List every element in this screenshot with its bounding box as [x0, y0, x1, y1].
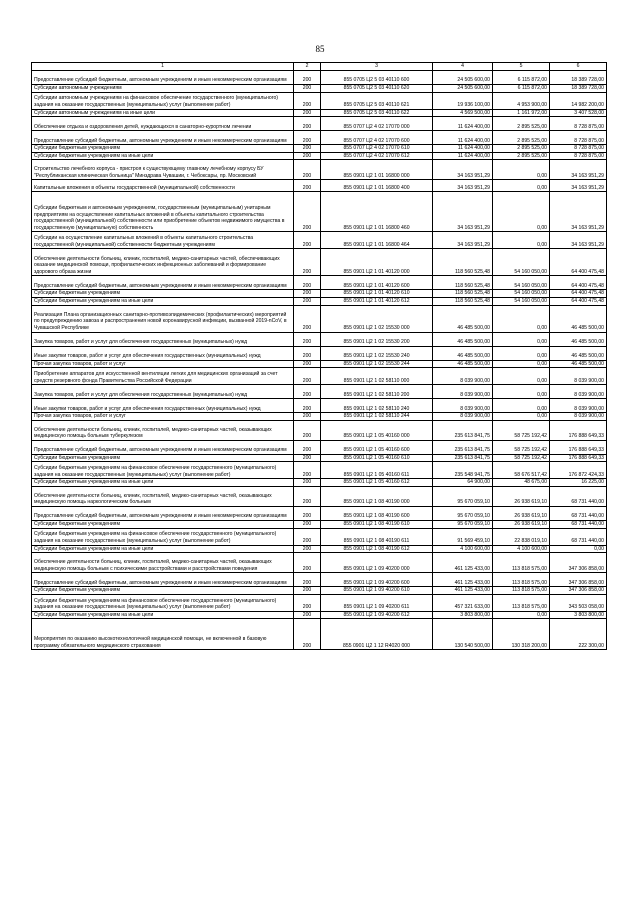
table-row [32, 368, 607, 385]
row-name: Субсидии автономным учреждениям [32, 85, 294, 93]
table-row [32, 385, 607, 399]
row-name: Предоставление субсидий бюджетным, автономным учреждениям и иным некоммерческим организациям [32, 506, 294, 520]
table-row [32, 573, 607, 587]
row-grbs: 200 [294, 117, 321, 131]
row-amount-col5: 0,00 [493, 413, 550, 421]
row-amount-col4: 46 485 500,00 [433, 360, 493, 368]
header-col-3: 3 [321, 63, 433, 71]
row-grbs: 200 [294, 346, 321, 360]
row-amount-col5: 1 161 972,00 [493, 109, 550, 117]
row-name: Субсидии бюджетным учреждениям [32, 520, 294, 528]
row-amount-col5: 26 938 619,10 [493, 486, 550, 506]
table-row [32, 117, 607, 131]
row-amount-col4: 24 505 600,00 [433, 71, 493, 85]
row-name: Субсидии бюджетным учреждениям на иные цели [32, 545, 294, 553]
row-grbs: 200 [294, 276, 321, 290]
row-grbs: 200 [294, 180, 321, 192]
table-header-row [32, 63, 607, 71]
row-name: Капитальные вложения в объекты государственной (муниципальной) собственности [32, 180, 294, 192]
table-row [32, 553, 607, 573]
row-amount-col4: 118 560 525,48 [433, 297, 493, 305]
row-amount-col4: 461 125 433,00 [433, 553, 493, 573]
table-row [32, 587, 607, 595]
row-amount-col6: 68 731 440,00 [550, 506, 607, 520]
row-amount-col5: 130 318 200,00 [493, 619, 550, 650]
row-code: 855 0901 Ц2 1 09 40200 000 [321, 553, 433, 573]
table-row [32, 92, 607, 109]
row-amount-col4: 8 039 900,00 [433, 368, 493, 385]
row-amount-col6: 0,00 [550, 545, 607, 553]
row-amount-col4: 235 613 841,75 [433, 440, 493, 454]
row-name: Субсидии автономным учреждениям на финансовое обеспечение государственного (муниципального) задания на оказание государственных (муниципальных) услуг (выполнение работ) [32, 92, 294, 109]
row-amount-col4: 461 125 433,00 [433, 587, 493, 595]
row-amount-col4: 95 670 059,10 [433, 520, 493, 528]
row-amount-col4: 118 560 525,48 [433, 249, 493, 276]
row-amount-col4: 8 039 900,00 [433, 385, 493, 399]
row-name: Прочая закупка товаров, работ и услуг [32, 360, 294, 368]
row-amount-col4: 457 321 633,00 [433, 594, 493, 611]
row-amount-col4: 64 900,00 [433, 479, 493, 487]
table-row [32, 297, 607, 305]
row-amount-col6: 34 163 951,29 [550, 180, 607, 192]
row-amount-col5: 113 818 575,00 [493, 587, 550, 595]
row-amount-col6: 3 803 800,00 [550, 611, 607, 619]
row-amount-col4: 235 613 841,75 [433, 454, 493, 462]
table-row [32, 85, 607, 93]
row-grbs: 200 [294, 145, 321, 153]
row-code: 855 0901 Ц2 1 02 15530 244 [321, 360, 433, 368]
row-grbs: 200 [294, 290, 321, 298]
row-code: 855 0901 Ц2 1 05 40160 000 [321, 420, 433, 440]
row-code: 855 0901 Ц2 1 09 40200 600 [321, 573, 433, 587]
row-grbs: 200 [294, 462, 321, 479]
row-amount-col6: 16 225,00 [550, 479, 607, 487]
row-amount-col4: 118 560 525,48 [433, 276, 493, 290]
row-amount-col6: 68 731 440,00 [550, 520, 607, 528]
row-amount-col5: 0,00 [493, 360, 550, 368]
table-row [32, 249, 607, 276]
row-amount-col6: 64 400 475,48 [550, 276, 607, 290]
row-name: Субсидии бюджетным учреждениям на финансовое обеспечение государственного (муниципального) задания на оказание государственных (муниципальных) услуг (выполнение работ) [32, 462, 294, 479]
row-amount-col6: 347 306 858,00 [550, 587, 607, 595]
row-name: Предоставление субсидий бюджетным, автономным учреждениям и иным некоммерческим организациям [32, 71, 294, 85]
header-col-6: 6 [550, 63, 607, 71]
row-code: 855 0705 Ц2 5 03 40110 600 [321, 71, 433, 85]
row-grbs: 200 [294, 520, 321, 528]
row-grbs: 200 [294, 297, 321, 305]
row-code: 855 0901 Ц2 1 02 58110 240 [321, 399, 433, 413]
row-amount-col5: 58 725 192,42 [493, 440, 550, 454]
row-amount-col6: 8 039 900,00 [550, 413, 607, 421]
row-amount-col5: 0,00 [493, 399, 550, 413]
row-code: 855 0901 Ц2 1 02 58110 000 [321, 368, 433, 385]
row-code: 855 0901 Ц2 1 01 40120 000 [321, 249, 433, 276]
table-row [32, 152, 607, 160]
row-grbs: 200 [294, 528, 321, 545]
row-amount-col6: 46 485 500,00 [550, 332, 607, 346]
table-row [32, 276, 607, 290]
table-row [32, 440, 607, 454]
row-code: 855 0901 Ц2 1 02 58110 200 [321, 385, 433, 399]
row-amount-col5: 2 895 525,00 [493, 152, 550, 160]
budget-table [31, 62, 607, 650]
row-code: 855 0901 Ц2 1 08 40190 610 [321, 520, 433, 528]
row-grbs: 200 [294, 368, 321, 385]
row-amount-col4: 46 485 500,00 [433, 305, 493, 332]
row-amount-col4: 95 670 059,10 [433, 486, 493, 506]
row-amount-col5: 26 938 619,10 [493, 520, 550, 528]
table-row [32, 594, 607, 611]
row-name: Закупка товаров, работ и услуг для обеспечения государственных (муниципальных) нужд [32, 332, 294, 346]
row-name: Предоставление субсидий бюджетным, автономным учреждениям и иным некоммерческим организациям [32, 440, 294, 454]
row-grbs: 200 [294, 486, 321, 506]
table-row [32, 131, 607, 145]
row-code: 855 0707 Ц2 4 02 17070 000 [321, 117, 433, 131]
row-name: Приобретение аппаратов для искусственной вентиляции легких для медицинских организаций за счет средств резервного фонда Правительства Российской Федерации [32, 368, 294, 385]
row-name: Обеспечение отдыха и оздоровления детей, нуждающихся в санаторно-курортном лечении [32, 117, 294, 131]
row-amount-col6: 46 485 500,00 [550, 360, 607, 368]
row-amount-col5: 6 115 872,00 [493, 85, 550, 93]
row-code: 855 0901 Ц2 1 01 40120 612 [321, 297, 433, 305]
row-amount-col5: 0,00 [493, 305, 550, 332]
row-amount-col6: 343 503 058,00 [550, 594, 607, 611]
row-code: 855 0901 Ц2 1 09 40200 610 [321, 587, 433, 595]
row-amount-col6: 64 400 475,48 [550, 297, 607, 305]
row-amount-col5: 2 895 525,00 [493, 117, 550, 131]
row-name: Субсидии бюджетным и автономным учреждениям, государственным (муниципальным) унитарным предприятиям на осуществление капитальных вложений в объекты капитального строительства государственной (муниципальной) собственности или приобретение объектов недвижимого имущества в государственную (муниципальную) собственность [32, 192, 294, 232]
row-code: 855 0901 Ц2 1 01 40120 610 [321, 290, 433, 298]
row-amount-col5: 58 676 517,42 [493, 462, 550, 479]
row-amount-col5: 4 100 600,00 [493, 545, 550, 553]
row-amount-col5: 0,00 [493, 232, 550, 249]
row-amount-col4: 34 163 951,29 [433, 192, 493, 232]
row-name: Субсидии бюджетным учреждениям [32, 587, 294, 595]
row-amount-col5: 48 675,00 [493, 479, 550, 487]
row-amount-col5: 0,00 [493, 180, 550, 192]
row-amount-col4: 11 624 400,00 [433, 131, 493, 145]
table-row [32, 305, 607, 332]
row-name: Мероприятия по оказанию высокотехнологичной медицинской помощи, не включенной в базовую программу обязательного медицинского страхования [32, 619, 294, 650]
row-name: Субсидии бюджетным учреждениям [32, 454, 294, 462]
row-amount-col6: 8 728 875,00 [550, 131, 607, 145]
table-row [32, 399, 607, 413]
row-name: Предоставление субсидий бюджетным, автономным учреждениям и иным некоммерческим организациям [32, 131, 294, 145]
table-row [32, 192, 607, 232]
row-grbs: 200 [294, 506, 321, 520]
row-name: Субсидии на осуществление капитальных вложений в объекты капитального строительства государственной (муниципальной) собственности бюджетным учреждениям [32, 232, 294, 249]
row-grbs: 200 [294, 440, 321, 454]
row-amount-col6: 8 728 875,00 [550, 117, 607, 131]
row-amount-col4: 461 125 433,00 [433, 573, 493, 587]
row-code: 855 0901 Ц2 1 01 40120 600 [321, 276, 433, 290]
row-amount-col6: 8 039 900,00 [550, 385, 607, 399]
row-name: Субсидии бюджетным учреждениям на финансовое обеспечение государственного (муниципального) задания на оказание государственных (муниципальных) услуг (выполнение работ) [32, 528, 294, 545]
table-row [32, 619, 607, 650]
header-col-4: 4 [433, 63, 493, 71]
row-code: 855 0901 Ц2 1 08 40190 000 [321, 486, 433, 506]
row-amount-col6: 68 731 440,00 [550, 528, 607, 545]
row-name: Строительство лечебного корпуса - пристроя к существующему главному лечебному корпусу БУ "Республиканская клиническая больница" Минздрава Чувашии, г. Чебоксары, пр. Московский [32, 160, 294, 180]
row-grbs: 200 [294, 399, 321, 413]
table-row [32, 611, 607, 619]
row-name: Прочая закупка товаров, работ и услуг [32, 413, 294, 421]
table-row [32, 109, 607, 117]
header-col-2: 2 [294, 63, 321, 71]
row-code: 855 0707 Ц2 4 02 17070 600 [321, 131, 433, 145]
row-amount-col5: 0,00 [493, 611, 550, 619]
table-row [32, 528, 607, 545]
row-amount-col4: 235 613 841,75 [433, 420, 493, 440]
row-amount-col6: 64 400 475,48 [550, 290, 607, 298]
row-amount-col6: 8 728 875,00 [550, 152, 607, 160]
table-row [32, 462, 607, 479]
row-amount-col5: 54 160 050,00 [493, 276, 550, 290]
row-amount-col4: 4 100 600,00 [433, 545, 493, 553]
row-amount-col5: 54 160 050,00 [493, 297, 550, 305]
row-name: Реализация Плана организационных санитарно-противоэпидемических (профилактических) мероприятий по предупреждению завоза и распространения новой коронавирусной инфекции, вызванной 2019-nCoV, в Чувашской Республике [32, 305, 294, 332]
row-code: 855 0901 Ц2 1 05 40160 610 [321, 454, 433, 462]
row-grbs: 200 [294, 92, 321, 109]
row-amount-col6: 8 728 875,00 [550, 145, 607, 153]
row-amount-col6: 8 039 900,00 [550, 368, 607, 385]
table-row [32, 413, 607, 421]
row-grbs: 200 [294, 360, 321, 368]
row-amount-col4: 8 039 900,00 [433, 399, 493, 413]
row-code: 855 0707 Ц2 4 02 17070 612 [321, 152, 433, 160]
row-name: Субсидии бюджетным учреждениям на иные цели [32, 479, 294, 487]
table-row [32, 479, 607, 487]
row-code: 855 0705 Ц2 5 03 40110 620 [321, 85, 433, 93]
row-grbs: 200 [294, 420, 321, 440]
row-grbs: 200 [294, 305, 321, 332]
table-row [32, 506, 607, 520]
row-name: Субсидии бюджетным учреждениям на иные цели [32, 152, 294, 160]
row-amount-col4: 34 163 951,29 [433, 180, 493, 192]
row-amount-col5: 0,00 [493, 192, 550, 232]
row-name: Субсидии бюджетным учреждениям на иные цели [32, 297, 294, 305]
row-amount-col6: 46 485 500,00 [550, 305, 607, 332]
row-grbs: 200 [294, 109, 321, 117]
row-name: Предоставление субсидий бюджетным, автономным учреждениям и иным некоммерческим организациям [32, 276, 294, 290]
row-name: Субсидии бюджетным учреждениям на финансовое обеспечение государственного (муниципального) задания на оказание государственных (муниципальных) услуг (выполнение работ) [32, 594, 294, 611]
row-amount-col4: 130 540 500,00 [433, 619, 493, 650]
row-amount-col6: 176 888 649,33 [550, 440, 607, 454]
row-code: 855 0901 Ц2 1 01 16800 400 [321, 180, 433, 192]
table-row [32, 346, 607, 360]
row-amount-col5: 113 818 575,00 [493, 553, 550, 573]
row-amount-col5: 113 818 575,00 [493, 594, 550, 611]
row-grbs: 200 [294, 553, 321, 573]
row-amount-col5: 54 160 050,00 [493, 249, 550, 276]
row-code: 855 0901 Ц2 1 05 40160 600 [321, 440, 433, 454]
row-name: Обеспечение деятельности больниц, клиник, госпиталей, медико-санитарных частей, оказывающих медицинскую помощь больным туберкулезом [32, 420, 294, 440]
row-amount-col4: 3 803 800,00 [433, 611, 493, 619]
row-code: 855 0901 Ц2 1 05 40160 611 [321, 462, 433, 479]
row-amount-col6: 8 039 900,00 [550, 399, 607, 413]
row-amount-col6: 34 163 951,29 [550, 160, 607, 180]
row-grbs: 200 [294, 594, 321, 611]
row-amount-col5: 0,00 [493, 346, 550, 360]
row-amount-col4: 46 485 500,00 [433, 332, 493, 346]
row-grbs: 200 [294, 413, 321, 421]
row-name: Субсидии бюджетным учреждениям [32, 145, 294, 153]
row-grbs: 200 [294, 192, 321, 232]
row-grbs: 200 [294, 479, 321, 487]
row-code: 855 0901 Ц2 1 05 40160 612 [321, 479, 433, 487]
row-grbs: 200 [294, 249, 321, 276]
row-name: Субсидии бюджетным учреждениям на иные цели [32, 611, 294, 619]
table-row [32, 180, 607, 192]
table-row [32, 332, 607, 346]
row-amount-col5: 0,00 [493, 385, 550, 399]
row-amount-col5: 58 725 192,42 [493, 454, 550, 462]
row-grbs: 200 [294, 573, 321, 587]
row-grbs: 200 [294, 385, 321, 399]
row-code: 855 0707 Ц2 4 02 17070 610 [321, 145, 433, 153]
row-name: Обеспечение деятельности больниц, клиник, госпиталей, медико-санитарных частей, оказывающих медицинскую помощь больным с психическими расстройствами и расстройствами поведения [32, 553, 294, 573]
header-col-5: 5 [493, 63, 550, 71]
row-code: 855 0901 Ц2 1 08 40190 600 [321, 506, 433, 520]
row-amount-col4: 11 624 400,00 [433, 117, 493, 131]
row-code: 855 0901 Ц2 1 01 16800 460 [321, 192, 433, 232]
row-code: 855 0705 Ц2 5 03 40110 622 [321, 109, 433, 117]
row-amount-col6: 176 888 649,33 [550, 454, 607, 462]
row-amount-col4: 19 936 100,00 [433, 92, 493, 109]
row-amount-col6: 34 163 951,29 [550, 192, 607, 232]
row-code: 855 0901 Ц2 1 01 16800 464 [321, 232, 433, 249]
row-amount-col5: 22 838 019,10 [493, 528, 550, 545]
table-row [32, 145, 607, 153]
row-name: Обеспечение деятельности больниц, клиник, госпиталей, медико-санитарных частей, обеспечивающих оказание медицинской помощи, профилактических инфекционных заболеваний и формирование здорового образа жизни [32, 249, 294, 276]
row-amount-col5: 4 953 900,00 [493, 92, 550, 109]
row-amount-col4: 24 505 600,00 [433, 85, 493, 93]
header-col-1: 1 [32, 63, 294, 71]
row-grbs: 200 [294, 131, 321, 145]
row-amount-col4: 34 163 951,29 [433, 232, 493, 249]
table-row [32, 420, 607, 440]
row-code: 855 0901 Ц2 1 02 58110 244 [321, 413, 433, 421]
table-row [32, 160, 607, 180]
row-amount-col4: 11 624 400,00 [433, 145, 493, 153]
row-grbs: 200 [294, 85, 321, 93]
row-grbs: 200 [294, 545, 321, 553]
table-row [32, 232, 607, 249]
row-amount-col4: 118 560 525,48 [433, 290, 493, 298]
table-row [32, 71, 607, 85]
row-code: 855 0901 Ц2 1 08 40190 612 [321, 545, 433, 553]
table-row [32, 454, 607, 462]
row-amount-col6: 64 400 475,48 [550, 249, 607, 276]
row-code: 855 0901 Ц2 1 09 40200 611 [321, 594, 433, 611]
row-name: Субсидии бюджетным учреждениям [32, 290, 294, 298]
row-code: 855 0901 Ц2 1 12 R4020 000 [321, 619, 433, 650]
row-code: 855 0901 Ц2 1 09 40200 612 [321, 611, 433, 619]
row-amount-col5: 0,00 [493, 160, 550, 180]
row-amount-col4: 235 548 941,75 [433, 462, 493, 479]
row-amount-col5: 0,00 [493, 332, 550, 346]
row-name: Закупка товаров, работ и услуг для обеспечения государственных (муниципальных) нужд [32, 385, 294, 399]
table-row [32, 486, 607, 506]
row-amount-col5: 58 725 192,42 [493, 420, 550, 440]
row-grbs: 200 [294, 152, 321, 160]
row-amount-col6: 46 485 500,00 [550, 346, 607, 360]
row-grbs: 200 [294, 587, 321, 595]
row-amount-col6: 34 163 951,29 [550, 232, 607, 249]
row-code: 855 0705 Ц2 5 03 40110 621 [321, 92, 433, 109]
table-row [32, 545, 607, 553]
row-amount-col5: 26 938 619,10 [493, 506, 550, 520]
row-name: Предоставление субсидий бюджетным, автономным учреждениям и иным некоммерческим организациям [32, 573, 294, 587]
row-name: Иные закупки товаров, работ и услуг для обеспечения государственных (муниципальных) нужд [32, 399, 294, 413]
row-grbs: 200 [294, 454, 321, 462]
row-amount-col6: 3 407 528,00 [550, 109, 607, 117]
row-grbs: 200 [294, 71, 321, 85]
row-amount-col6: 14 982 200,00 [550, 92, 607, 109]
row-amount-col5: 113 818 575,00 [493, 573, 550, 587]
row-amount-col4: 11 624 400,00 [433, 152, 493, 160]
row-grbs: 200 [294, 332, 321, 346]
row-code: 855 0901 Ц2 1 02 15530 240 [321, 346, 433, 360]
row-amount-col5: 54 160 050,00 [493, 290, 550, 298]
table-row [32, 360, 607, 368]
table-row [32, 520, 607, 528]
row-grbs: 200 [294, 160, 321, 180]
row-name: Обеспечение деятельности больниц, клиник, госпиталей, медико-санитарных частей, оказывающих медицинскую помощь наркологическим больным [32, 486, 294, 506]
row-grbs: 200 [294, 611, 321, 619]
row-amount-col6: 347 306 858,00 [550, 553, 607, 573]
row-amount-col6: 18 389 728,00 [550, 85, 607, 93]
row-amount-col4: 34 163 951,29 [433, 160, 493, 180]
row-amount-col5: 6 115 872,00 [493, 71, 550, 85]
row-name: Иные закупки товаров, работ и услуг для обеспечения государственных (муниципальных) нужд [32, 346, 294, 360]
row-amount-col4: 91 569 459,10 [433, 528, 493, 545]
row-amount-col6: 176 872 424,33 [550, 462, 607, 479]
row-grbs: 200 [294, 232, 321, 249]
table-row [32, 290, 607, 298]
row-code: 855 0901 Ц2 1 01 16800 000 [321, 160, 433, 180]
row-name: Субсидии автономным учреждениям на иные цели [32, 109, 294, 117]
row-code: 855 0901 Ц2 1 08 40190 611 [321, 528, 433, 545]
row-amount-col6: 222 300,00 [550, 619, 607, 650]
row-code: 855 0901 Ц2 1 02 15530 000 [321, 305, 433, 332]
row-amount-col5: 2 895 525,00 [493, 145, 550, 153]
row-amount-col6: 347 306 858,00 [550, 573, 607, 587]
row-grbs: 200 [294, 619, 321, 650]
row-code: 855 0901 Ц2 1 02 15530 200 [321, 332, 433, 346]
table-body [32, 71, 607, 650]
page-number: 85 [315, 44, 325, 54]
row-amount-col6: 18 389 728,00 [550, 71, 607, 85]
row-amount-col5: 2 895 525,00 [493, 131, 550, 145]
row-amount-col4: 8 039 900,00 [433, 413, 493, 421]
row-amount-col4: 46 485 500,00 [433, 346, 493, 360]
row-amount-col4: 95 670 059,10 [433, 506, 493, 520]
row-amount-col6: 176 888 649,33 [550, 420, 607, 440]
row-amount-col4: 4 569 500,00 [433, 109, 493, 117]
row-amount-col6: 68 731 440,00 [550, 486, 607, 506]
row-amount-col5: 0,00 [493, 368, 550, 385]
